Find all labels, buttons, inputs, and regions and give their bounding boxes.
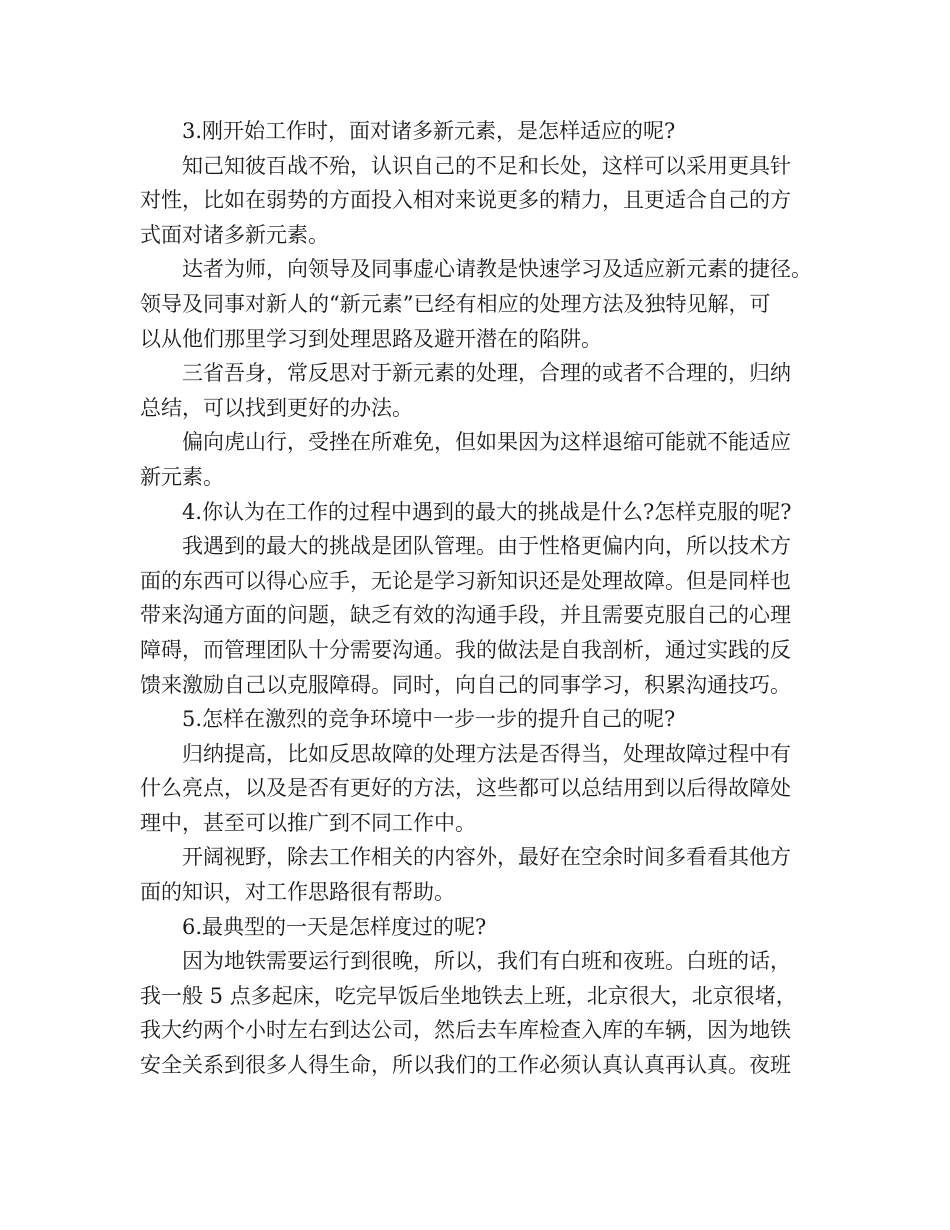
document-body: [140, 114, 815, 1083]
text-line: 式面对诸多新元素。: [140, 222, 329, 247]
text-line: 对性，比如在弱势的方面投入相对来说更多的精力，且更适合自己的方: [140, 188, 791, 213]
text-line: 知己知彼百战不殆，认识自己的不足和长处，这样可以采用更具针: [182, 153, 791, 178]
text-line: 开阔视野，除去工作相关的内容外，最好在空余时间多看看其他方: [182, 845, 791, 870]
text-line: 新元素。: [140, 464, 224, 489]
text-line: 5.怎样在激烈的竞争环境中一步一步的提升自己的呢?: [182, 707, 676, 732]
text-line: 达者为师，向领导及同事虚心请教是快速学习及适应新元素的捷径。: [182, 257, 812, 282]
text-line: 领导及同事对新人的“新元素”已经有相应的处理方法及独特见解，可: [140, 291, 771, 316]
text-line: 馈来激励自己以克服障碍。同时，向自己的同事学习，积累沟通技巧。: [140, 672, 791, 697]
text-line: 障碍，而管理团队十分需要沟通。我的做法是自我剖析，通过实践的反: [140, 637, 791, 662]
text-line: 面的知识，对工作思路很有帮助。: [140, 880, 455, 905]
text-line: 因为地铁需要运行到很晚，所以，我们有白班和夜班。白班的话，: [182, 949, 791, 974]
text-line: 4.你认为在工作的过程中遇到的最大的挑战是什么?怎样克服的呢?: [182, 499, 792, 524]
text-line: 偏向虎山行，受挫在所难免，但如果因为这样退缩可能就不能适应: [182, 430, 791, 455]
text-line: 我大约两个小时左右到达公司，然后去车库检查入库的车辆，因为地铁: [140, 1018, 791, 1043]
text-line: 3.刚开始工作时，面对诸多新元素，是怎样适应的呢?: [182, 119, 676, 143]
text-line: 安全关系到很多人得生命，所以我们的工作必须认真认真再认真。夜班: [140, 1053, 791, 1078]
text-line: 我一般 5 点多起床，吃完早饭后坐地铁去上班，北京很大，北京很堵，: [140, 983, 797, 1008]
text-line: 以从他们那里学习到处理思路及避开潜在的陷阱。: [140, 326, 602, 351]
text-line: 带来沟通方面的问题，缺乏有效的沟通手段，并且需要克服自己的心理: [140, 603, 791, 628]
text-line: 理中，甚至可以推广到不同工作中。: [140, 810, 476, 835]
text-line: 总结，可以找到更好的办法。: [140, 395, 413, 420]
text-line: 什么亮点，以及是否有更好的方法，这些都可以总结用到以后得故障处: [140, 776, 791, 801]
text-line: 三省吾身，常反思对于新元素的处理，合理的或者不合理的，归纳: [182, 361, 791, 386]
text-line: 归纳提高，比如反思故障的处理方法是否得当，处理故障过程中有: [182, 741, 791, 766]
text-line: 面的东西可以得心应手，无论是学习新知识还是处理故障。但是同样也: [140, 568, 791, 593]
text-line: 6.最典型的一天是怎样度过的呢?: [182, 914, 487, 939]
text-line: 我遇到的最大的挑战是团队管理。由于性格更偏内向，所以技术方: [182, 534, 791, 559]
